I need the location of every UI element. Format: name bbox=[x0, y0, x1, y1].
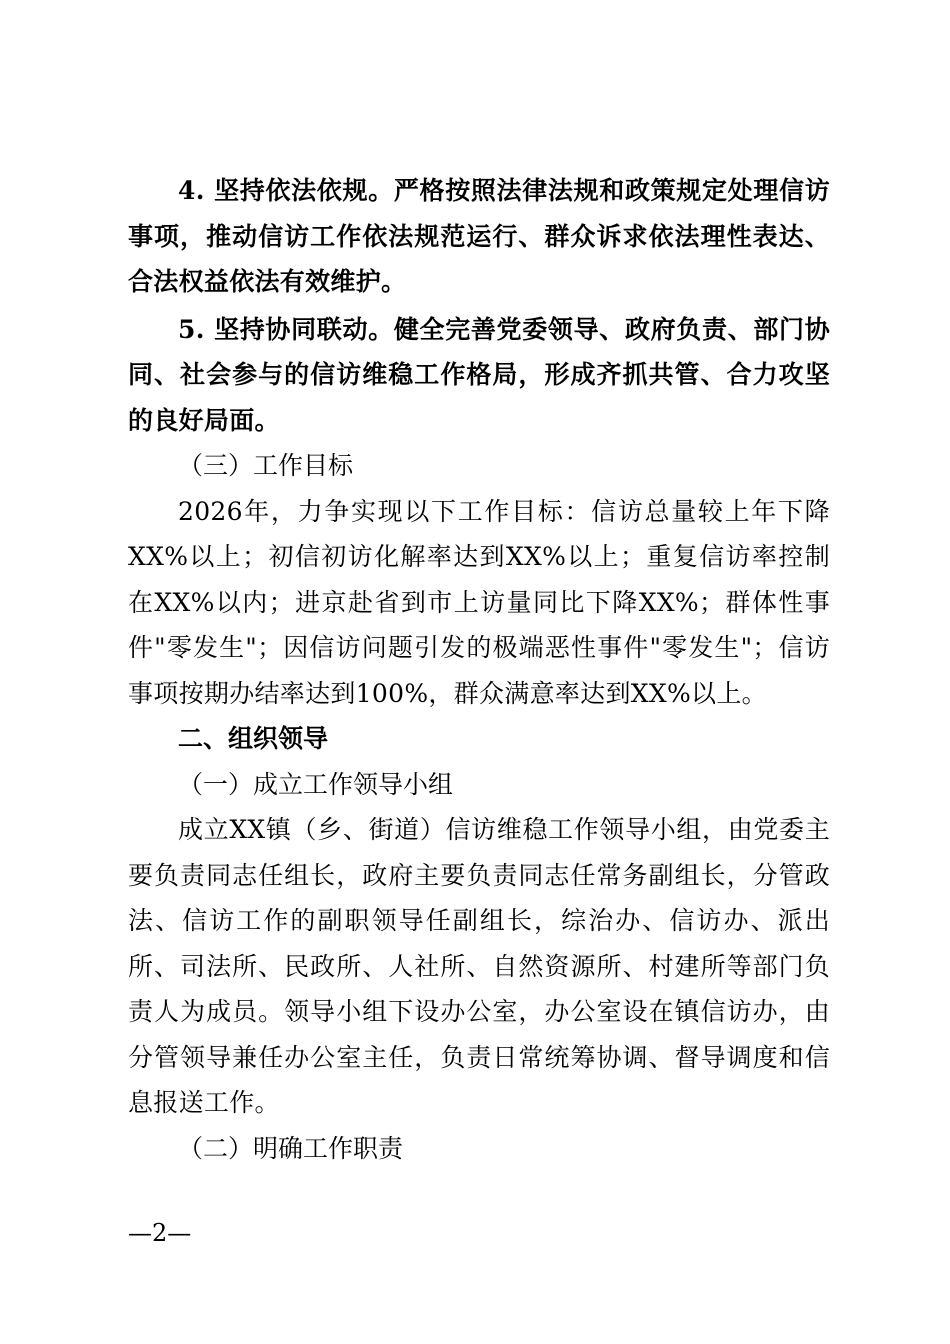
duties-heading: （二）明确工作职责 bbox=[178, 1133, 404, 1163]
section-2-heading: 二、组织领导 bbox=[178, 724, 329, 753]
principle-5-lead: 5. 坚持协同联动。 bbox=[178, 314, 394, 344]
page-number: —2— bbox=[128, 1219, 192, 1247]
document-body bbox=[128, 168, 830, 1171]
leading-group-heading: （一）成立工作领导小组 bbox=[178, 769, 454, 799]
goals-heading: （三）工作目标 bbox=[178, 451, 354, 480]
principle-paragraph-4 bbox=[128, 168, 830, 305]
leading-group-paragraph: 成立XX镇（乡、街道）信访维稳工作领导小组，由党委主要负责同志任组长，政府主要负责同志任常务副组长，分管政法、信访工作的副职领导任副组长，综治办、信访办、派出所、司法所、民政所、人社所、自然资源所、村建所等部门负责人为成员。领导小组下设办公室，办公室设在镇信访办，由分管领导兼任办公室主任，负责日常统筹协调、督导调度和信息报送工作。 bbox=[128, 815, 830, 1117]
principle-paragraph-5 bbox=[128, 307, 830, 444]
principle-5-body: 健全完善党委领导、政府负责、部门协同、社会参与的信访维稳工作格局，形成齐抓共管、合力攻坚的良好局面。 bbox=[128, 314, 830, 435]
principle-4-lead: 4. 坚持依法依规。 bbox=[178, 176, 394, 205]
principle-4-body: 严格按照法律法规和政策规定处理信访事项，推动信访工作依法规范运行、群众诉求依法理性表达、合法权益依法有效维护。 bbox=[128, 176, 830, 296]
goals-paragraph: 2026年，力争实现以下工作目标：信访总量较上年下降XX%以上；初信初访化解率达到XX%以上；重复信访率控制在XX%以内；进京赴省到市上访量同比下降XX%；群体性事件"零发生"；因信访问题引发的极端恶性事件"零发生"；信访事项按期办结率达到100%，群众满意率达到XX%以上。 bbox=[128, 496, 830, 708]
